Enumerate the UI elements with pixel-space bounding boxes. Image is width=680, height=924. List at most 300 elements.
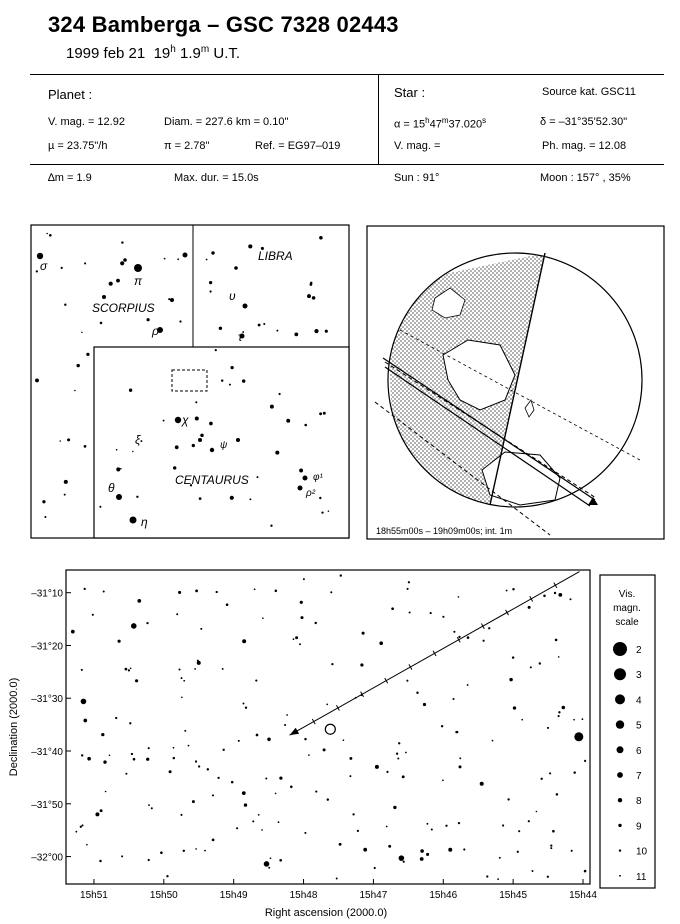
field-star bbox=[109, 754, 111, 756]
delta-mag: ∆m = 1.9 bbox=[48, 172, 92, 184]
field-star bbox=[584, 870, 587, 873]
field-star bbox=[194, 668, 196, 670]
star-label-phi1: φ¹ bbox=[313, 472, 323, 483]
bright-star bbox=[264, 861, 270, 867]
legend-dot bbox=[617, 772, 623, 778]
x-tick-label: 15h45 bbox=[499, 890, 528, 901]
planet-heading: Planet : bbox=[48, 87, 93, 102]
star-vmag: V. mag. = bbox=[394, 140, 441, 152]
field-star bbox=[397, 758, 399, 760]
field-star bbox=[406, 680, 408, 682]
field-star bbox=[173, 747, 175, 749]
legend-dot bbox=[619, 875, 621, 877]
planet-vmag: V. mag. = 12.92 bbox=[48, 116, 125, 128]
field-star bbox=[573, 771, 575, 773]
legend-dot bbox=[613, 642, 627, 656]
event-hour: 19 bbox=[153, 45, 171, 62]
field-star bbox=[198, 765, 200, 767]
field-star bbox=[81, 669, 83, 671]
field-star bbox=[279, 859, 282, 862]
legend-dot bbox=[614, 668, 626, 680]
field-star bbox=[300, 601, 303, 604]
x-tick-label: 15h48 bbox=[289, 890, 318, 901]
field-star bbox=[362, 632, 365, 635]
field-star bbox=[258, 814, 260, 816]
field-star bbox=[129, 722, 131, 724]
field-star bbox=[513, 706, 516, 709]
field-star bbox=[379, 641, 383, 645]
legend-dot bbox=[619, 849, 621, 851]
field-star bbox=[81, 754, 83, 756]
legend-dot bbox=[618, 824, 621, 827]
field-star bbox=[463, 848, 465, 850]
field-star bbox=[286, 714, 288, 716]
y-tick-label: –31°10 bbox=[31, 588, 63, 600]
field-star bbox=[458, 822, 460, 824]
field-star bbox=[195, 848, 197, 850]
legend-title-line-3: scale bbox=[615, 617, 639, 628]
ra-m-unit: m bbox=[441, 116, 449, 125]
field-star bbox=[207, 768, 209, 770]
field-star bbox=[81, 824, 83, 826]
field-star bbox=[262, 617, 264, 619]
bright-star bbox=[131, 623, 137, 629]
legend-label: 11 bbox=[636, 871, 647, 883]
field-star bbox=[183, 850, 185, 852]
field-star bbox=[507, 798, 509, 800]
legend-title-line-2: magn. bbox=[613, 603, 641, 614]
field-star bbox=[554, 592, 556, 594]
field-star bbox=[314, 622, 316, 624]
bright-star bbox=[480, 782, 484, 786]
field-star bbox=[374, 867, 376, 869]
y-axis bbox=[31, 589, 71, 864]
field-star bbox=[275, 793, 277, 795]
field-star bbox=[552, 830, 555, 833]
field-star bbox=[300, 616, 303, 619]
field-star bbox=[483, 640, 485, 642]
field-star bbox=[130, 667, 132, 669]
field-star bbox=[183, 680, 185, 682]
field-star bbox=[236, 827, 238, 829]
field-star bbox=[192, 800, 195, 803]
field-star bbox=[456, 731, 458, 733]
field-star bbox=[226, 603, 229, 606]
star-ra-min: 47 bbox=[429, 118, 442, 131]
field-star bbox=[295, 636, 298, 639]
field-star bbox=[330, 591, 332, 593]
field-star bbox=[458, 765, 461, 768]
field-star bbox=[308, 754, 310, 756]
field-star bbox=[195, 590, 198, 593]
field-star bbox=[133, 758, 136, 761]
field-star bbox=[416, 691, 418, 693]
field-star bbox=[388, 845, 391, 848]
field-star bbox=[445, 825, 447, 827]
field-star bbox=[486, 875, 488, 877]
target-star-marker bbox=[325, 724, 335, 734]
field-star bbox=[279, 776, 282, 779]
ra-s-unit: s bbox=[482, 116, 487, 125]
star-label-upsilon: υ bbox=[229, 289, 236, 303]
field-star bbox=[245, 707, 247, 709]
field-star bbox=[549, 772, 551, 774]
field-star bbox=[426, 823, 428, 825]
field-star bbox=[173, 757, 175, 759]
field-star bbox=[391, 607, 394, 610]
field-star bbox=[558, 715, 560, 717]
field-star bbox=[386, 771, 388, 773]
field-star bbox=[584, 760, 586, 762]
constellation-label-scorpius: SCORPIUS bbox=[92, 301, 155, 315]
legend-label: 3 bbox=[636, 670, 642, 682]
field-star bbox=[181, 677, 183, 679]
field-star bbox=[151, 807, 153, 809]
field-star bbox=[101, 733, 104, 736]
field-star bbox=[252, 820, 254, 822]
field-star bbox=[195, 760, 197, 762]
field-star bbox=[405, 752, 407, 754]
y-axis-label: Declination (2000.0) bbox=[8, 677, 20, 777]
field-star bbox=[131, 753, 133, 755]
field-star bbox=[430, 612, 432, 614]
field-star bbox=[315, 791, 317, 793]
star-label-sigma: σ bbox=[40, 259, 48, 273]
field-star bbox=[125, 668, 128, 671]
star-label-rho: ρ bbox=[152, 324, 159, 338]
field-star bbox=[216, 591, 218, 593]
x-tick-label: 15h46 bbox=[429, 890, 458, 901]
star-label-psi: ψ bbox=[220, 440, 228, 451]
star-label-pi: π bbox=[134, 274, 143, 288]
field-star bbox=[571, 850, 573, 852]
field-star bbox=[290, 786, 293, 789]
field-star bbox=[340, 574, 342, 576]
planet-ref: Ref. = EG97–019 bbox=[255, 140, 341, 152]
field-star bbox=[148, 747, 150, 749]
field-star bbox=[217, 777, 219, 779]
event-minute: 1.9 bbox=[180, 45, 201, 62]
field-star bbox=[528, 606, 531, 609]
legend-label: 4 bbox=[636, 695, 642, 707]
legend-dot bbox=[618, 798, 622, 802]
field-star bbox=[178, 668, 180, 670]
field-star bbox=[547, 876, 549, 878]
field-star bbox=[582, 718, 584, 720]
planet-motion: µ = 23.75"/h bbox=[48, 140, 108, 152]
field-star bbox=[562, 706, 566, 710]
field-star bbox=[467, 684, 469, 686]
field-star bbox=[188, 745, 190, 747]
field-star bbox=[420, 849, 424, 853]
field-star bbox=[166, 875, 168, 877]
x-tick-label: 15h50 bbox=[149, 890, 178, 901]
field-star bbox=[75, 831, 77, 833]
field-star bbox=[146, 758, 149, 761]
field-star bbox=[550, 844, 552, 846]
field-star bbox=[543, 595, 546, 598]
field-star bbox=[489, 627, 491, 629]
field-star bbox=[255, 680, 257, 682]
field-star bbox=[135, 679, 138, 682]
field-star bbox=[521, 719, 523, 721]
ra-h-unit: h bbox=[425, 116, 430, 125]
field-star bbox=[349, 775, 351, 777]
field-star bbox=[336, 878, 338, 880]
x-tick-label: 15h44 bbox=[569, 890, 597, 901]
legend-label: 6 bbox=[636, 745, 642, 757]
bright-star bbox=[81, 699, 87, 705]
field-star bbox=[512, 656, 514, 658]
minute-unit: m bbox=[200, 44, 210, 55]
field-star bbox=[541, 778, 543, 780]
bright-star bbox=[95, 812, 99, 816]
star-source: Source kat. GSC11 bbox=[542, 86, 636, 98]
field-star bbox=[87, 757, 91, 761]
field-star bbox=[284, 724, 286, 726]
field-star bbox=[103, 590, 105, 592]
bright-star bbox=[574, 732, 583, 741]
field-star bbox=[238, 740, 240, 742]
y-tick-label: –31°50 bbox=[31, 799, 63, 811]
field-star bbox=[393, 806, 396, 809]
star-phmag: Ph. mag. = 12.08 bbox=[542, 140, 627, 152]
star-label-tau: τ bbox=[238, 330, 243, 344]
field-star bbox=[550, 847, 552, 849]
field-star bbox=[268, 867, 270, 869]
field-star bbox=[299, 643, 301, 645]
field-star bbox=[323, 748, 326, 751]
field-star bbox=[497, 878, 499, 880]
field-star bbox=[426, 853, 429, 856]
field-star bbox=[556, 793, 559, 796]
planet-parallax: π = 2.78" bbox=[164, 140, 210, 152]
max-duration: Max. dur. = 15.0s bbox=[174, 172, 259, 184]
field-star bbox=[200, 628, 202, 630]
field-star bbox=[278, 821, 280, 823]
y-tick-label: –32°00 bbox=[31, 852, 63, 864]
field-star bbox=[558, 593, 562, 597]
field-star bbox=[558, 656, 560, 658]
field-star bbox=[242, 791, 246, 795]
field-star bbox=[518, 830, 520, 832]
star-label-rho2: ρ² bbox=[306, 488, 316, 499]
field-star bbox=[352, 813, 354, 815]
legend-label: 9 bbox=[636, 821, 642, 833]
constellation-label-libra: LIBRA bbox=[258, 249, 293, 263]
field-star bbox=[267, 738, 271, 742]
x-tick-label: 15h51 bbox=[80, 890, 108, 901]
x-axis-label: Right ascension (2000.0) bbox=[264, 907, 388, 919]
field-star bbox=[84, 588, 86, 590]
field-star bbox=[244, 803, 247, 806]
x-tick-label: 15h49 bbox=[219, 890, 248, 901]
field-star bbox=[360, 663, 363, 666]
field-star bbox=[408, 581, 410, 583]
star-label-xi: ξ bbox=[135, 433, 141, 447]
globe-caption: 18h55m00s – 19h09m00s; int. 1m bbox=[376, 526, 513, 536]
field-star bbox=[506, 590, 508, 592]
field-star bbox=[536, 811, 538, 813]
star-label-eta: η bbox=[141, 515, 148, 529]
field-star bbox=[169, 770, 172, 773]
hour-unit: h bbox=[170, 44, 176, 55]
field-star bbox=[326, 704, 328, 706]
field-star bbox=[467, 636, 470, 639]
field-star bbox=[148, 859, 150, 861]
field-star bbox=[573, 719, 575, 721]
field-star bbox=[458, 636, 460, 638]
field-star bbox=[398, 742, 400, 744]
time-scale: U.T. bbox=[213, 45, 241, 62]
field-star bbox=[83, 719, 87, 723]
field-star bbox=[570, 598, 572, 600]
field-star bbox=[160, 851, 163, 854]
field-star bbox=[442, 616, 444, 618]
field-star bbox=[204, 850, 206, 852]
field-star bbox=[409, 611, 411, 613]
moon-info: Moon : 157° , 35% bbox=[540, 172, 631, 184]
star-dec: δ = –31°35'52.30" bbox=[540, 116, 628, 128]
legend-dot bbox=[615, 694, 625, 704]
field-star bbox=[254, 588, 256, 590]
field-star bbox=[402, 775, 405, 778]
event-date: 1999 feb 21 bbox=[66, 45, 146, 62]
field-star bbox=[176, 613, 178, 615]
field-star bbox=[121, 855, 123, 857]
field-star bbox=[146, 622, 148, 624]
field-star bbox=[339, 843, 342, 846]
field-star bbox=[243, 703, 245, 705]
field-star bbox=[509, 678, 512, 681]
field-star bbox=[403, 861, 405, 863]
field-star bbox=[512, 588, 514, 590]
field-star bbox=[222, 668, 224, 670]
planet-diameter: Diam. = 227.6 km = 0.10" bbox=[164, 116, 289, 128]
field-star bbox=[453, 631, 455, 633]
field-star bbox=[261, 829, 263, 831]
field-star bbox=[555, 639, 558, 642]
field-star bbox=[148, 804, 150, 806]
bright-star bbox=[375, 765, 379, 769]
field-star bbox=[105, 791, 107, 793]
field-star bbox=[270, 857, 272, 859]
field-star bbox=[459, 757, 461, 759]
star-ra-prefix: α = 15 bbox=[394, 118, 426, 131]
field-star bbox=[304, 832, 306, 834]
legend-label: 8 bbox=[636, 796, 642, 808]
field-star bbox=[100, 809, 103, 812]
field-star bbox=[256, 734, 259, 737]
field-star bbox=[293, 638, 295, 640]
y-tick-label: –31°20 bbox=[31, 641, 63, 653]
field-star bbox=[458, 596, 460, 598]
x-tick-label: 15h47 bbox=[359, 890, 388, 901]
star-heading: Star : bbox=[394, 85, 426, 100]
field-star bbox=[530, 666, 532, 668]
field-star bbox=[223, 749, 225, 751]
field-star bbox=[423, 703, 426, 706]
legend-title-line-1: Vis. bbox=[618, 589, 636, 600]
field-star bbox=[517, 851, 519, 853]
field-star bbox=[178, 591, 181, 594]
field-star bbox=[331, 663, 333, 665]
field-star bbox=[115, 717, 117, 719]
field-star bbox=[180, 814, 182, 816]
field-star bbox=[327, 798, 329, 800]
field-star bbox=[128, 669, 130, 671]
field-star bbox=[303, 578, 305, 580]
field-star bbox=[547, 727, 549, 729]
star-ra-sec: 37.020 bbox=[448, 118, 483, 131]
field-star bbox=[125, 773, 127, 775]
field-star bbox=[265, 778, 267, 780]
bright-star bbox=[242, 639, 246, 643]
field-star bbox=[103, 760, 106, 763]
field-star bbox=[441, 725, 443, 727]
field-star bbox=[275, 590, 278, 593]
field-star bbox=[420, 857, 424, 861]
field-star bbox=[92, 614, 94, 616]
field-star bbox=[499, 857, 501, 859]
field-star bbox=[363, 848, 367, 852]
field-star bbox=[86, 844, 88, 846]
sun-elongation: Sun : 91° bbox=[394, 172, 440, 184]
legend-label: 5 bbox=[636, 720, 642, 732]
field-star bbox=[304, 738, 306, 740]
field-star bbox=[181, 696, 183, 698]
field-star bbox=[528, 820, 530, 822]
field-star bbox=[407, 588, 409, 590]
field-star bbox=[349, 757, 352, 760]
bright-star bbox=[197, 661, 201, 665]
field-star bbox=[558, 711, 560, 713]
constellation-label-centaurus: CENTAURUS bbox=[175, 473, 249, 487]
field-star bbox=[539, 662, 541, 664]
field-star bbox=[212, 794, 214, 796]
field-star bbox=[442, 780, 444, 782]
y-tick-label: –31°30 bbox=[31, 694, 63, 706]
field-star bbox=[137, 599, 141, 603]
field-star bbox=[396, 753, 398, 755]
field-star bbox=[184, 730, 186, 732]
field-star bbox=[357, 830, 359, 832]
page-title: 324 Bamberga – GSC 7328 02443 bbox=[48, 12, 399, 37]
field-star bbox=[212, 839, 215, 842]
field-star bbox=[502, 824, 504, 826]
field-star bbox=[492, 740, 494, 742]
legend-dot bbox=[617, 746, 624, 753]
field-star bbox=[99, 860, 101, 862]
legend-label: 2 bbox=[636, 645, 642, 656]
y-tick-label: –31°40 bbox=[31, 747, 63, 759]
star-label-chi: χ bbox=[182, 413, 189, 427]
field-star bbox=[231, 781, 234, 784]
field-star bbox=[452, 698, 454, 700]
legend-label: 7 bbox=[636, 771, 642, 782]
field-star bbox=[71, 630, 75, 634]
field-star bbox=[80, 826, 82, 828]
field-star bbox=[431, 828, 433, 830]
bright-star bbox=[448, 848, 452, 852]
field-star bbox=[118, 640, 121, 643]
field-star bbox=[386, 826, 388, 828]
legend-dot bbox=[616, 720, 624, 728]
field-star bbox=[343, 739, 345, 741]
field-star bbox=[532, 870, 534, 872]
star-label-theta: θ bbox=[108, 481, 115, 495]
bright-star bbox=[399, 855, 405, 861]
